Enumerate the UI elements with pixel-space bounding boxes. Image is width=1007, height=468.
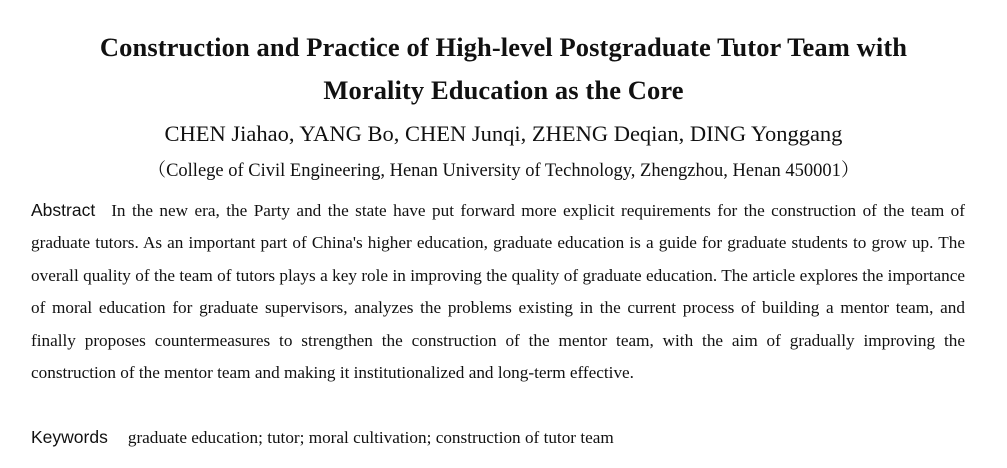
keywords-text: graduate education; tutor; moral cultivation; construction of tutor team <box>127 428 614 447</box>
affiliation: （College of Civil Engineering, Henan University of Technology, Zhengzhou, Henan 450001） <box>147 161 860 181</box>
title-line-2: Morality Education as the Core <box>323 75 684 105</box>
abstract-label: Abstract <box>31 200 96 220</box>
keywords-section <box>31 421 965 454</box>
abstract-text: In the new era, the Party and the state have put forward more explicit requirements for the construction of the team of graduate tutors. As an important part of China's higher education, graduate education is a guide for graduate students to grow up. The overall quality of the team of tutors plays a key role in improving the quality of graduate education. The article explores the importance of moral education for graduate supervisors, analyzes the problems existing in the current process of building a mentor team, and finally proposes countermeasures to strengthen the construction of the mentor team, with the aim of gradually improving the construction of the mentor team and making it institutionalized and long-term effective. <box>31 201 965 383</box>
abstract-section <box>31 194 965 389</box>
paper-title <box>30 26 977 112</box>
keywords-label: Keywords <box>31 427 108 447</box>
author-list: CHEN Jiahao, YANG Bo, CHEN Junqi, ZHENG Deqian, DING Yonggang <box>164 121 843 146</box>
title-line-1: Construction and Practice of High-level Postgraduate Tutor Team with <box>99 32 908 62</box>
